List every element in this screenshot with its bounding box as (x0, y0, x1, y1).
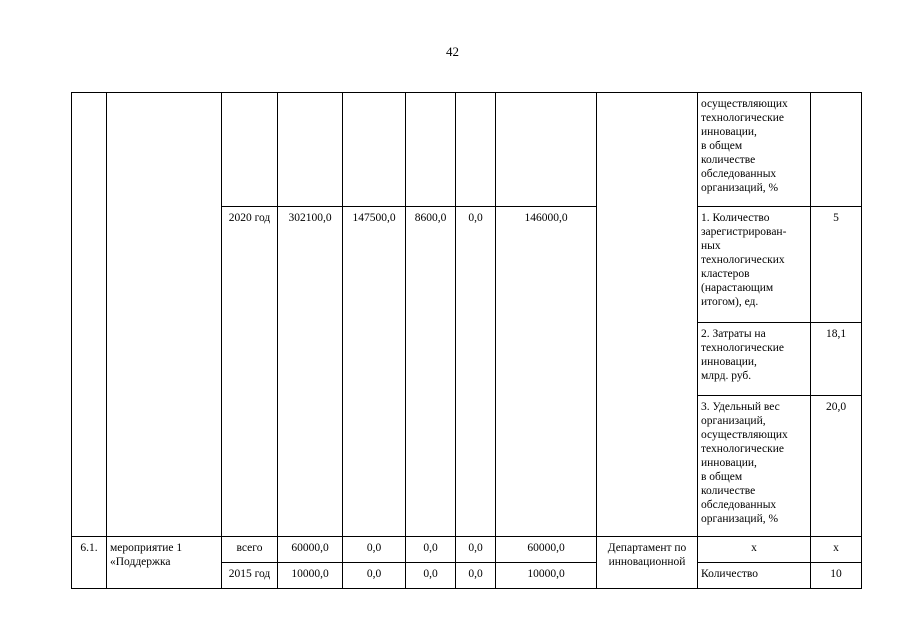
total-total: 60000,0 (278, 537, 343, 563)
measure-name: мероприятие 1 «Поддержка (107, 537, 222, 589)
c2-total: 0,0 (406, 537, 456, 563)
c3-total: 0,0 (456, 537, 496, 563)
c2-2015: 0,0 (406, 563, 456, 589)
c1-2020: 147500,0 (343, 207, 406, 537)
cell-c2 (406, 93, 456, 207)
cell-executor (597, 93, 698, 537)
table-row (72, 93, 862, 207)
page-number: 42 (446, 44, 459, 59)
cell-c4 (496, 93, 597, 207)
measure-executor: Департамент по инновационной (597, 537, 698, 589)
indicator-name: 3. Удельный вес организаций, осуществляющих технологические инновации, в общем количестве обследованных организаций, % (698, 396, 811, 537)
c3-2015: 0,0 (456, 563, 496, 589)
cell-total (278, 93, 343, 207)
c4-total: 60000,0 (496, 537, 597, 563)
cell-period (222, 93, 278, 207)
cell-c1 (343, 93, 406, 207)
c2-2020: 8600,0 (406, 207, 456, 537)
program-table (71, 92, 862, 589)
c1-2015: 0,0 (343, 563, 406, 589)
total-2020: 302100,0 (278, 207, 343, 537)
indicator-name-2015: Количество (698, 563, 811, 589)
table-row (72, 537, 862, 563)
c4-2015: 10000,0 (496, 563, 597, 589)
indicator-value (811, 93, 862, 207)
total-2015: 10000,0 (278, 563, 343, 589)
c4-2020: 146000,0 (496, 207, 597, 537)
period-2020: 2020 год (222, 207, 278, 537)
cell-c3 (456, 93, 496, 207)
indicator-name: 2. Затраты на технологические инновации, млрд. руб. (698, 323, 811, 396)
indicator-value-total: x (811, 537, 862, 563)
indicator-name-total: x (698, 537, 811, 563)
indicator-value: 18,1 (811, 323, 862, 396)
indicator-value: 5 (811, 207, 862, 323)
indicator-name: 1. Количество зарегистрирован- ных технологических кластеров (нарастающим итогом), ед. (698, 207, 811, 323)
indicator-name: осуществляющих технологические инновации, в общем количестве обследованных организаций, % (698, 93, 811, 207)
c3-2020: 0,0 (456, 207, 496, 537)
indicator-value: 20,0 (811, 396, 862, 537)
indicator-value-2015: 10 (811, 563, 862, 589)
cell-number (72, 93, 107, 537)
period-total: всего (222, 537, 278, 563)
cell-measure-name (107, 93, 222, 537)
c1-total: 0,0 (343, 537, 406, 563)
measure-number: 6.1. (72, 537, 107, 589)
period-2015: 2015 год (222, 563, 278, 589)
